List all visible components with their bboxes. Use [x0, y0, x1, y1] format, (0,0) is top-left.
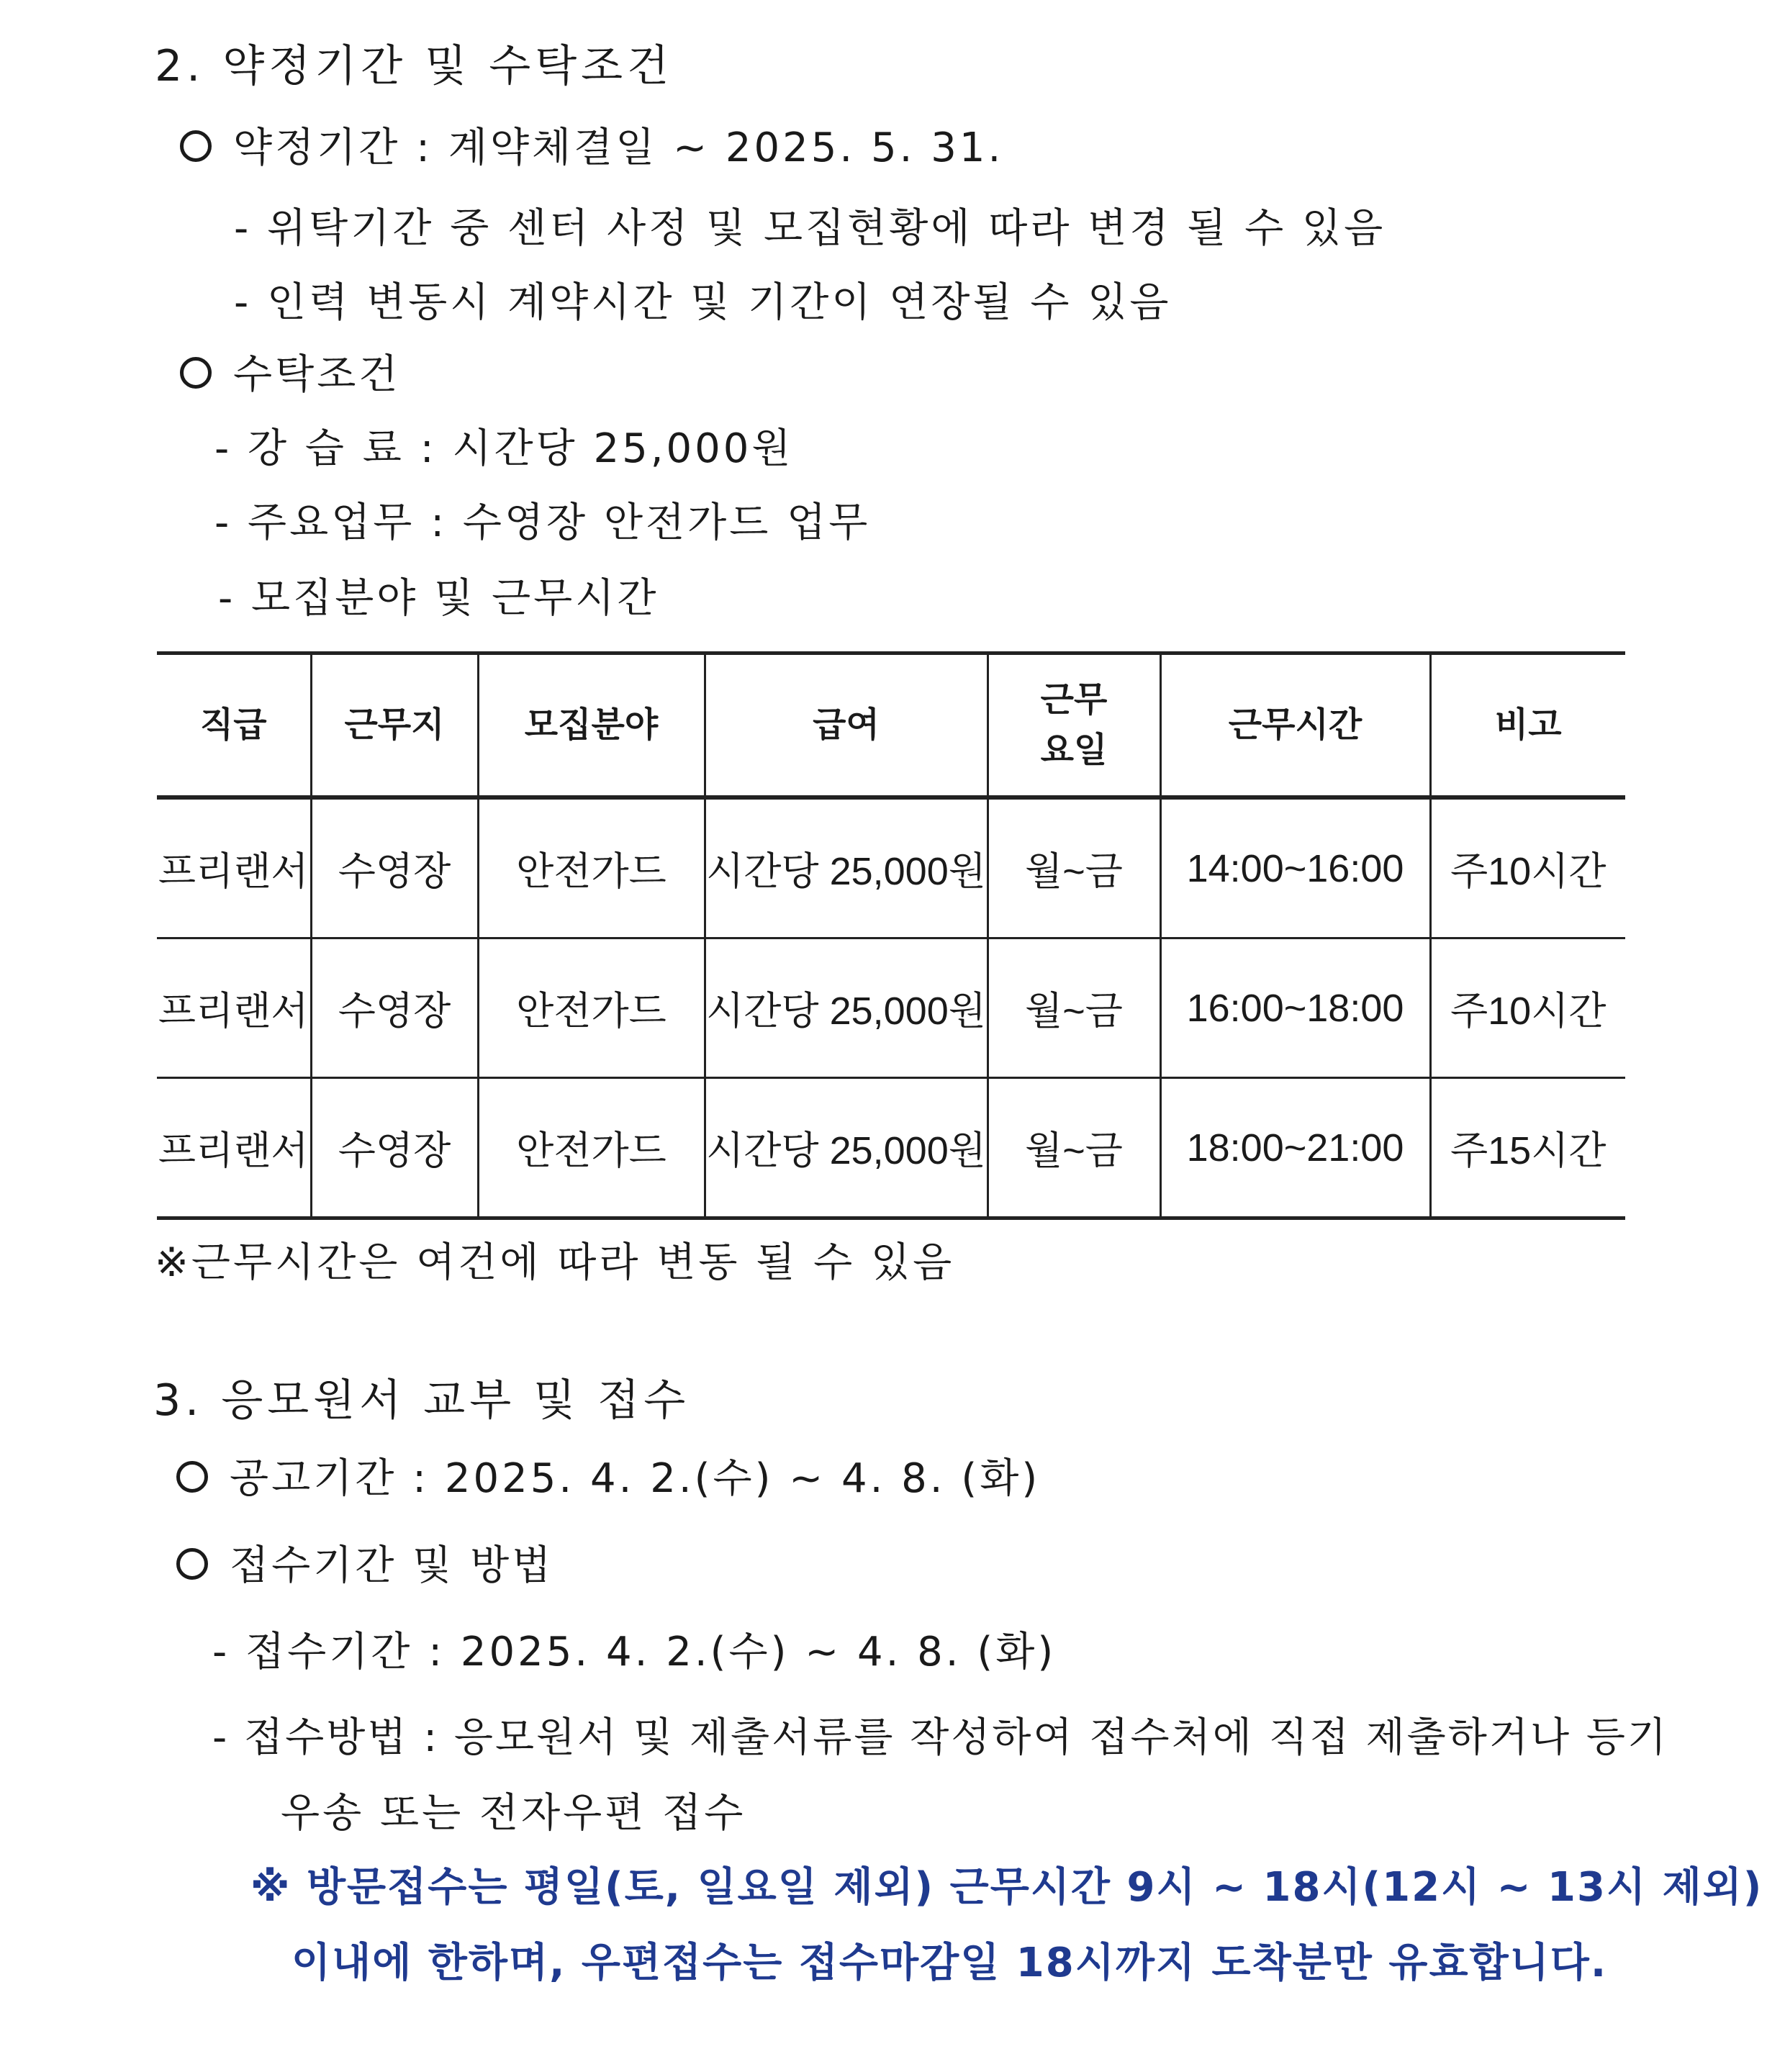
- header-remarks: 비고: [1430, 653, 1625, 798]
- receipt-method-line-2: 우송 또는 전자우편 접수: [281, 1790, 746, 1837]
- cell-field: 안전가드: [478, 797, 705, 938]
- section-2-heading: 2. 약정기간 및 수탁조건: [155, 41, 674, 91]
- cell-workplace: 수영장: [311, 1078, 478, 1218]
- table-row: [157, 1078, 1625, 1218]
- condition-duty: - 주요업무 : 수영장 안전가드 업무: [214, 499, 871, 546]
- cell-pay: 시간당 25,000원: [705, 1078, 988, 1218]
- notice-period-text: 공고기간 : 2025. 4. 2.(수) ~ 4. 8. (화): [230, 1455, 1041, 1502]
- header-pay: 급여: [705, 653, 988, 798]
- cell-field: 안전가드: [478, 938, 705, 1078]
- receipt-period: - 접수기간 : 2025. 4. 2.(수) ~ 4. 8. (화): [212, 1629, 1057, 1675]
- cell-rank: 프리랜서: [157, 797, 311, 938]
- term-label: 약정기간 : 계약체결일 ~ 2025. 5. 31.: [233, 125, 1004, 171]
- conditions-label: 수탁조건: [233, 351, 401, 398]
- header-field: 모집분야: [478, 653, 705, 798]
- receipt-item: [176, 1542, 554, 1589]
- receipt-method-line-1: - 접수방법 : 응모원서 및 제출서류를 작성하여 접수처에 직접 제출하거나 등기: [212, 1714, 1669, 1761]
- table-row: [157, 938, 1625, 1078]
- cell-hours: 14:00~16:00: [1160, 797, 1430, 938]
- cell-hours: 16:00~18:00: [1160, 938, 1430, 1078]
- term-note-2: - 인력 변동시 계약시간 및 기간이 연장될 수 있음: [234, 279, 1172, 326]
- circle-bullet-icon: [180, 130, 212, 162]
- circle-bullet-icon: [176, 1548, 208, 1580]
- cell-remarks: 주10시간: [1430, 797, 1625, 938]
- header-workplace: 근무지: [311, 653, 478, 798]
- conditions-item: [180, 351, 401, 398]
- cell-workplace: 수영장: [311, 938, 478, 1078]
- cell-remarks: 주15시간: [1430, 1078, 1625, 1218]
- cell-rank: 프리랜서: [157, 938, 311, 1078]
- header-workdays: 근무 요일: [988, 653, 1160, 798]
- cell-workdays: 월~금: [988, 1078, 1160, 1218]
- table-footnote: ※근무시간은 여건에 따라 변동 될 수 있음: [155, 1239, 955, 1286]
- circle-bullet-icon: [180, 357, 212, 389]
- header-rank: 직급: [157, 653, 311, 798]
- cell-remarks: 주10시간: [1430, 938, 1625, 1078]
- table-header-row: [157, 653, 1625, 798]
- cell-workplace: 수영장: [311, 797, 478, 938]
- cell-pay: 시간당 25,000원: [705, 797, 988, 938]
- cell-field: 안전가드: [478, 1078, 705, 1218]
- visit-receipt-note-line-1: ※ 방문접수는 평일(토, 일요일 제외) 근무시간 9시 ~ 18시(12시 ~ 13시 제외): [250, 1864, 1763, 1911]
- term-note-1: - 위탁기간 중 센터 사정 및 모집현황에 따라 변경 될 수 있음: [234, 205, 1386, 252]
- circle-bullet-icon: [176, 1461, 208, 1493]
- table-row: [157, 797, 1625, 938]
- notice-period-item: [176, 1455, 1041, 1502]
- cell-rank: 프리랜서: [157, 1078, 311, 1218]
- visit-receipt-note-line-2: 이내에 한하며, 우편접수는 접수마감일 18시까지 도착분만 유효합니다.: [292, 1940, 1608, 1986]
- cell-workdays: 월~금: [988, 938, 1160, 1078]
- cell-pay: 시간당 25,000원: [705, 938, 988, 1078]
- header-hours: 근무시간: [1160, 653, 1430, 798]
- section-3-heading: 3. 응모원서 교부 및 접수: [153, 1375, 690, 1426]
- condition-fee: - 강 습 료 : 시간당 25,000원: [214, 425, 794, 472]
- cell-hours: 18:00~21:00: [1160, 1078, 1430, 1218]
- condition-fields: - 모집분야 및 근무시간: [218, 575, 659, 622]
- term-item: [180, 125, 1004, 171]
- receipt-label: 접수기간 및 방법: [230, 1542, 554, 1589]
- cell-workdays: 월~금: [988, 797, 1160, 938]
- recruitment-table: [157, 651, 1625, 1220]
